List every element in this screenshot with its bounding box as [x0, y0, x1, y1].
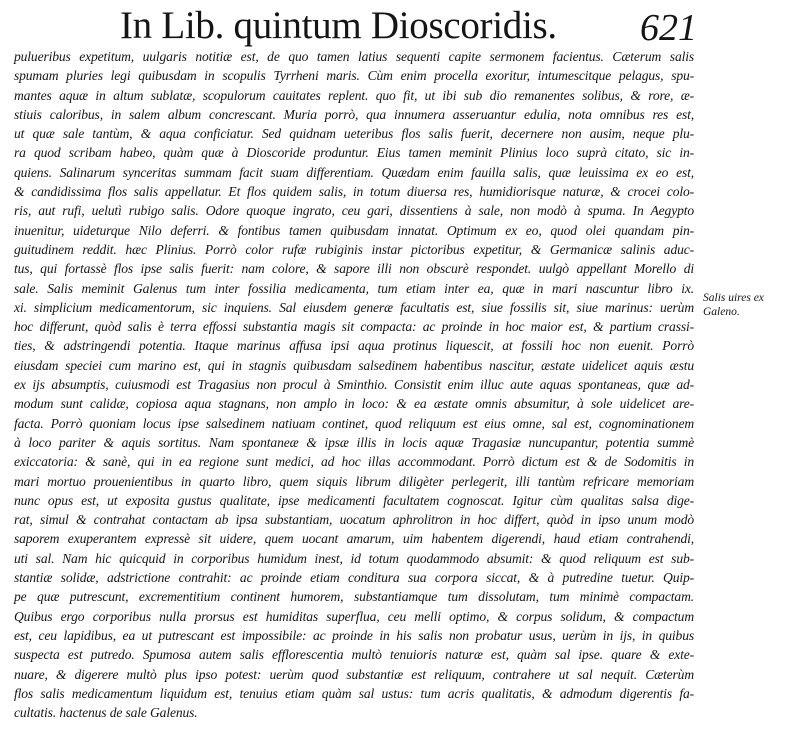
- text-line: xi. simplicium medicamentorum, sic inquiens. Sal eiusdem generæ facultatis est, siue fossilis sit, siue marinus: uerùm: [14, 299, 694, 315]
- text-line: eiusdam speciei cum marino est, qui in stagnis quibusdam salsedinem habentibus nascitur, æstate uidelicet aquis æstu: [14, 357, 694, 373]
- text-line: ex ijs absumptis, cuiusmodi est Tragasius non procul à Sminthio. Consistit enim illuc aute aquas spontaneas, quæ ad-: [14, 377, 694, 393]
- text-line: modum sunt calidæ, copiosa aqua stagnans, non amplo in loco: & ea æstate omnis absumitur, à sole uidelicet are-: [14, 396, 694, 412]
- text-line: flos salis medicamentum liquidum est, tenuius etiam quàm sal ustus: tum acris qualitatis, & admodum digerentis fa-: [14, 685, 694, 701]
- text-line: sale. Salis meminit Galenus tum inter fossilia medicamenta, tum etiam inter ea, quæ in mari nascuntur libro ix.: [14, 280, 694, 296]
- text-line: suspecta est putredo. Spumosa autem salis efflorescentia multò tenuioris naturæ est, quàm sal ipse. quare & exte-: [14, 647, 694, 663]
- margin-note-line: Salis uires ex: [703, 292, 764, 304]
- text-line: ris, aut rufi, uelutì rubigo salis. Odore quoque ingrato, ceu gari, dissentiens à sale, non modò à spuma. In Aegypto: [14, 203, 694, 219]
- body-text: [14, 47, 694, 722]
- page-number: 621: [640, 7, 697, 49]
- text-line: & candidissima flos salis appellatur. Et flos quidem salis, in totum diuersa res, humidiorisque naturæ, & crocei colo-: [14, 184, 694, 200]
- text-line: ties, & adstringendi potentia. Itaque marinus affusa ipsi aqua protinus liquescit, at fossili hoc non euenit. Porrò: [14, 338, 694, 354]
- text-line: stiuis caloribus, in salem album concrescant. Muria porrò, qua innumera asseruantur edulia, nota omnibus res est,: [14, 106, 694, 122]
- running-head: [0, 0, 787, 50]
- text-line: facta. Porrò quoniam locus ipse salsedinem natiuam continet, quod reliquum est eius omne, sal est, cognominationem: [14, 415, 694, 431]
- text-line: guitudinem reddit. hæc Plinius. Porrò color rufæ rubiginis instar pictoribus expetitur, & Germanicæ salinis aduc-: [14, 241, 694, 257]
- text-line: Quibus ergo corporibus nulla prorsus est humiditas superflua, ceu melli optimo, & corpus solidum, & compactum: [14, 608, 694, 624]
- text-line: exiccatoria: & sanè, qui in ea regione sunt medici, ad hoc illas accommodant. Porrò dictum est & de Sodomitis in: [14, 454, 694, 470]
- text-line: hoc differunt, quòd salis è terra effossi substantia magis sit compacta: ac proinde in hoc maior est, & partium crassi-: [14, 319, 694, 335]
- text-line: mari mortuo prouenientibus in quarto libro, quem siquis librum diligèter perlegerit, illi tantùm refricare memoriam: [14, 473, 694, 489]
- text-line: spumam pluries legi quibusdam in scopulis Tyrrheni maris. Cùm enim procella exoritur, intumescitque pelagus, spu-: [14, 68, 694, 84]
- text-line: cultatis. hactenus de sale Galenus.: [14, 705, 198, 721]
- text-line: tus, qui fortassè flos ipse salis fuerit: nam colore, & sapore illi non obscurè respondet. uulgò appellant Morello di: [14, 261, 694, 277]
- text-line: rat, simul & contrahat contactam ab ipsa substantiam, uocatum aphrolitron in hoc differt, quòd in ipso unum modò: [14, 512, 694, 528]
- text-line: nuare, & digerere multò plus ipso potest: uerùm quod substantiæ est reliquum, contrahere ut sal nequit. Cæterùm: [14, 666, 694, 682]
- margin-note-line: Galeno.: [703, 306, 740, 318]
- text-line: quiens. Salinarum synceritas summam facit suam differentiam. Quædam enim fauilla salis, quæ leuissima ex eo est,: [14, 164, 694, 180]
- margin-note: [703, 291, 787, 319]
- text-line: pe quæ putrescunt, excrementitium continent humorem, substantiamque tum dissolutam, tum minimè compactam.: [14, 589, 694, 605]
- text-line: nunc opus est, ut exposita gustus qualitate, ipse medicamenti facultatem cognoscat. Igitur cùm qualitas salsa dige-: [14, 492, 694, 508]
- text-line: mantes aquæ in altum sublatæ, scopulorum cauitates replent. quo fit, ut ibi sub dio remanentes solibus, & rore, æ-: [14, 87, 694, 103]
- text-line: stantiæ solidæ, adstrictione contrahit: ac proinde etiam conditura sua corpora siccat, & à putredine tuetur. Quip-: [14, 570, 694, 586]
- text-line: inuenitur, uideturque Nilo deferri. & fontibus tamen quibusdam innatat. Optimum ex eo, quod olei quandam pin-: [14, 222, 694, 238]
- text-line: est, ceu lapidibus, ea ut putrescant est impossibile: ac proinde in his salis non probatur usus, uerùm in ijs, in quibus: [14, 627, 694, 643]
- text-line: uti sal. Nam hic quicquid in corporibus humidum inest, id totum quodammodo absumit: & quod reliquum est sub-: [14, 550, 694, 566]
- running-title: In Lib. quintum Dioscoridis.: [120, 4, 557, 47]
- text-line: pulueribus expetitum, uulgaris notitiæ est, de quo tamen latius sequenti capite sermonem facientus. Cæterum salis: [14, 49, 694, 64]
- text-line: ut quæ sale tantùm, & aqua conficiatur. Sed quidnam ueteribus flos salis fuerit, decernere non ausim, neque plu-: [14, 126, 694, 142]
- text-line: à loco pariter & aquis sortitus. Nam spontaneæ & ipsæ illis in locis aquæ Tragasiæ nuncupantur, potentia summè: [14, 434, 694, 450]
- text-line: ra quod scribam habeo, quàm quæ à Dioscoride produntur. Eius tamen meminit Plinius loco suprà citato, sic in-: [14, 145, 694, 161]
- text-line: saporem exuperantem expressè sit uidere, quem uocant amarum, uim habentem digerendi, haud etiam contrahendi,: [14, 531, 694, 547]
